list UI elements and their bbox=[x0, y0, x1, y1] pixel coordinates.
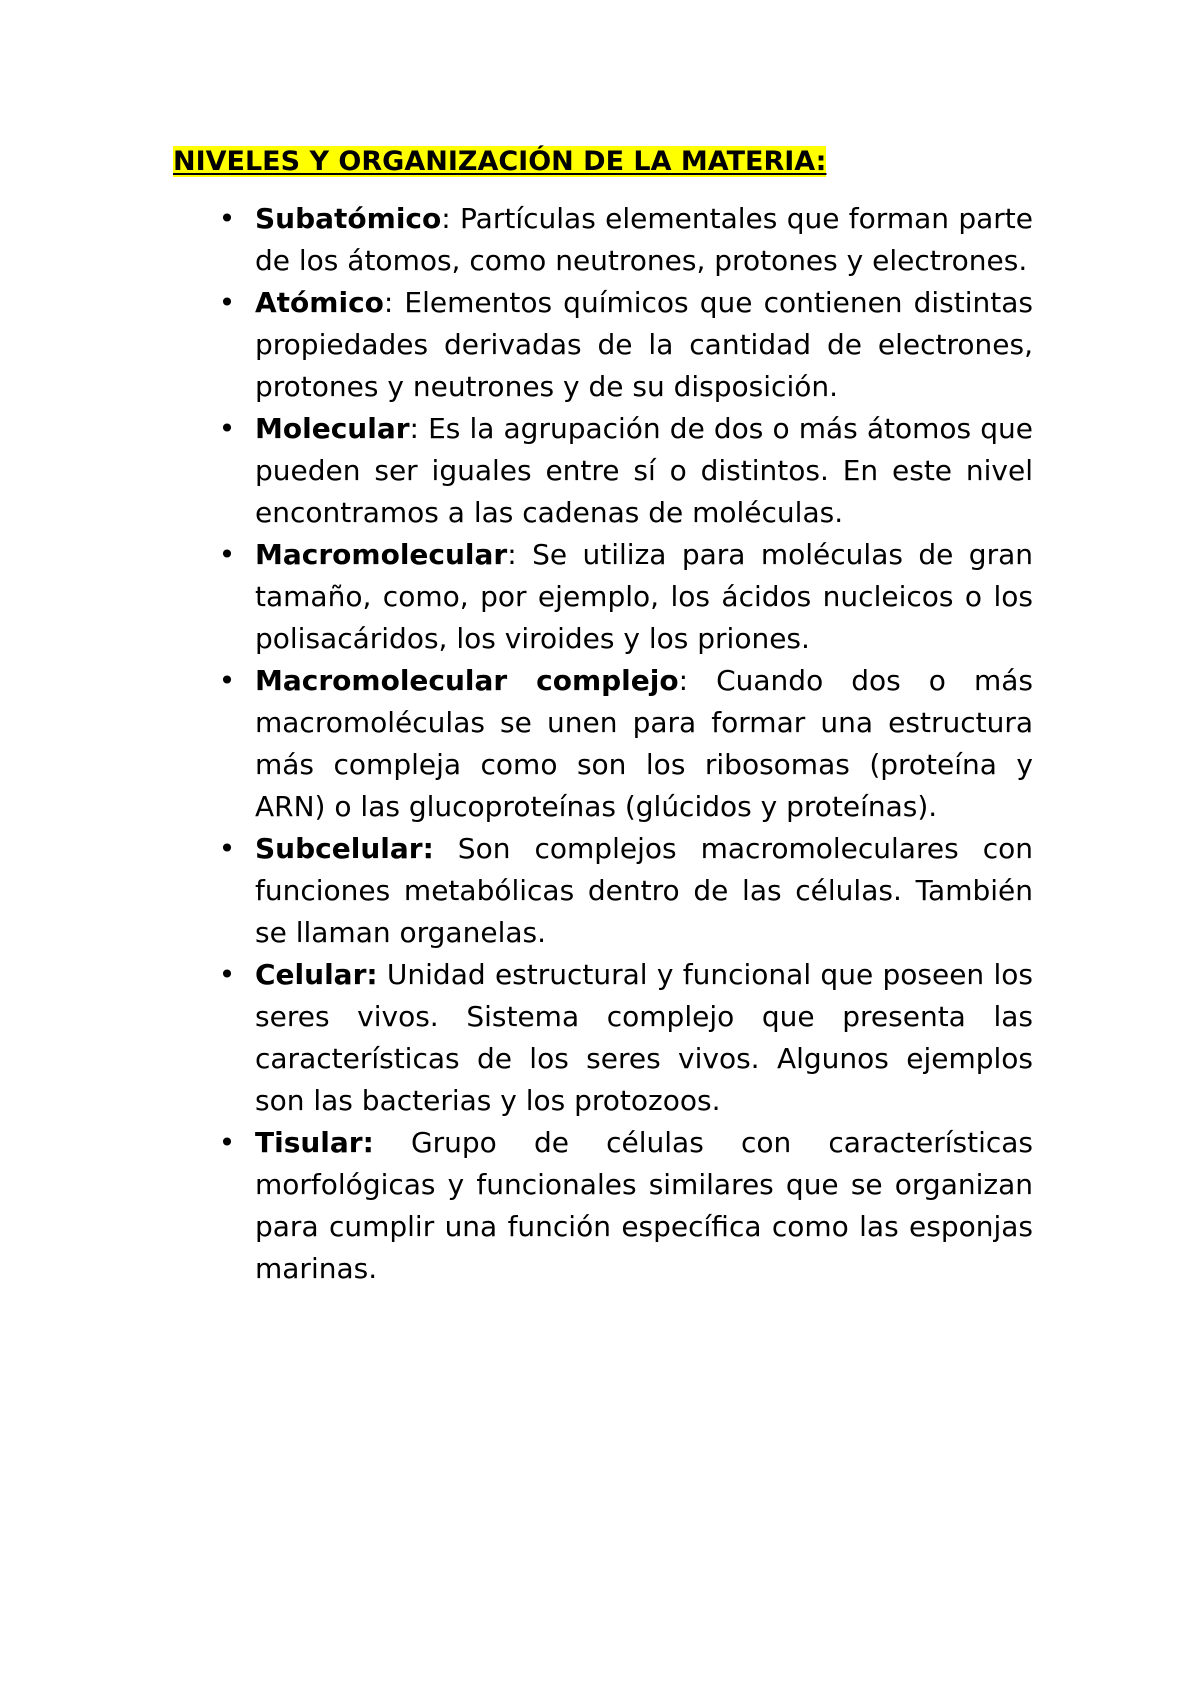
item-term: Subatómico bbox=[255, 202, 442, 235]
item-term: Atómico bbox=[255, 286, 384, 319]
bullet-icon: • bbox=[218, 286, 236, 319]
bullet-icon: • bbox=[218, 538, 236, 571]
item-term: Subcelular: bbox=[255, 832, 434, 865]
item-separator: : bbox=[507, 538, 517, 571]
item-description: Elementos químicos que contienen distintas propiedades derivadas de la cantidad de electrones, protones y neutrones y de su disposición. bbox=[255, 286, 1033, 403]
item-description: Unidad estructural y funcional que poseen los seres vivos. Sistema complejo que presenta las características de los seres vivos. Algunos ejemplos son las bacterias y los protozoos. bbox=[255, 958, 1033, 1117]
item-description: Se utiliza para moléculas de gran tamaño, como, por ejemplo, los ácidos nucleicos o los polisacáridos, los viroides y los priones. bbox=[255, 538, 1033, 655]
list-item-macromolecular-complejo bbox=[218, 660, 1033, 828]
levels-list bbox=[0, 198, 1200, 1290]
bullet-icon: • bbox=[218, 412, 236, 445]
list-item-celular bbox=[218, 954, 1033, 1122]
item-description: Cuando dos o más macromoléculas se unen para formar una estructura más compleja como son los ribosomas (proteína y ARN) o las glucoproteínas (glúcidos y proteínas). bbox=[255, 664, 1033, 823]
item-separator: : bbox=[441, 202, 451, 235]
list-item-subatomico bbox=[218, 198, 1033, 282]
item-separator: : bbox=[678, 664, 689, 697]
item-description: Partículas elementales que forman parte de los átomos, como neutrones, protones y electrones. bbox=[255, 202, 1033, 277]
item-term: Celular: bbox=[255, 958, 378, 991]
bullet-icon: • bbox=[218, 958, 236, 991]
item-description: Son complejos macromoleculares con funciones metabólicas dentro de las células. También se llaman organelas. bbox=[255, 832, 1033, 949]
item-term: Molecular bbox=[255, 412, 410, 445]
item-separator: : bbox=[409, 412, 419, 445]
bullet-icon: • bbox=[218, 832, 236, 865]
item-description: Es la agrupación de dos o más átomos que pueden ser iguales entre sí o distintos. En este nivel encontramos a las cadenas de moléculas. bbox=[255, 412, 1033, 529]
title-highlight: NIVELES Y ORGANIZACIÓN DE LA MATERIA: bbox=[173, 146, 827, 177]
item-description: Grupo de células con características morfológicas y funcionales similares que se organizan para cumplir una función específica como las esponjas marinas. bbox=[255, 1126, 1033, 1285]
list-item-molecular bbox=[218, 408, 1033, 534]
list-item-tisular bbox=[218, 1122, 1033, 1290]
bullet-icon: • bbox=[218, 664, 236, 697]
list-item-macromolecular bbox=[218, 534, 1033, 660]
bullet-icon: • bbox=[218, 1126, 236, 1159]
document-title bbox=[173, 145, 826, 179]
item-term: Tisular: bbox=[255, 1126, 374, 1159]
list-item-subcelular bbox=[218, 828, 1033, 954]
list-item-atomico bbox=[218, 282, 1033, 408]
item-separator: : bbox=[383, 286, 394, 319]
item-term: Macromolecular complejo bbox=[255, 664, 679, 697]
bullet-icon: • bbox=[218, 202, 236, 235]
item-term: Macromolecular bbox=[255, 538, 508, 571]
